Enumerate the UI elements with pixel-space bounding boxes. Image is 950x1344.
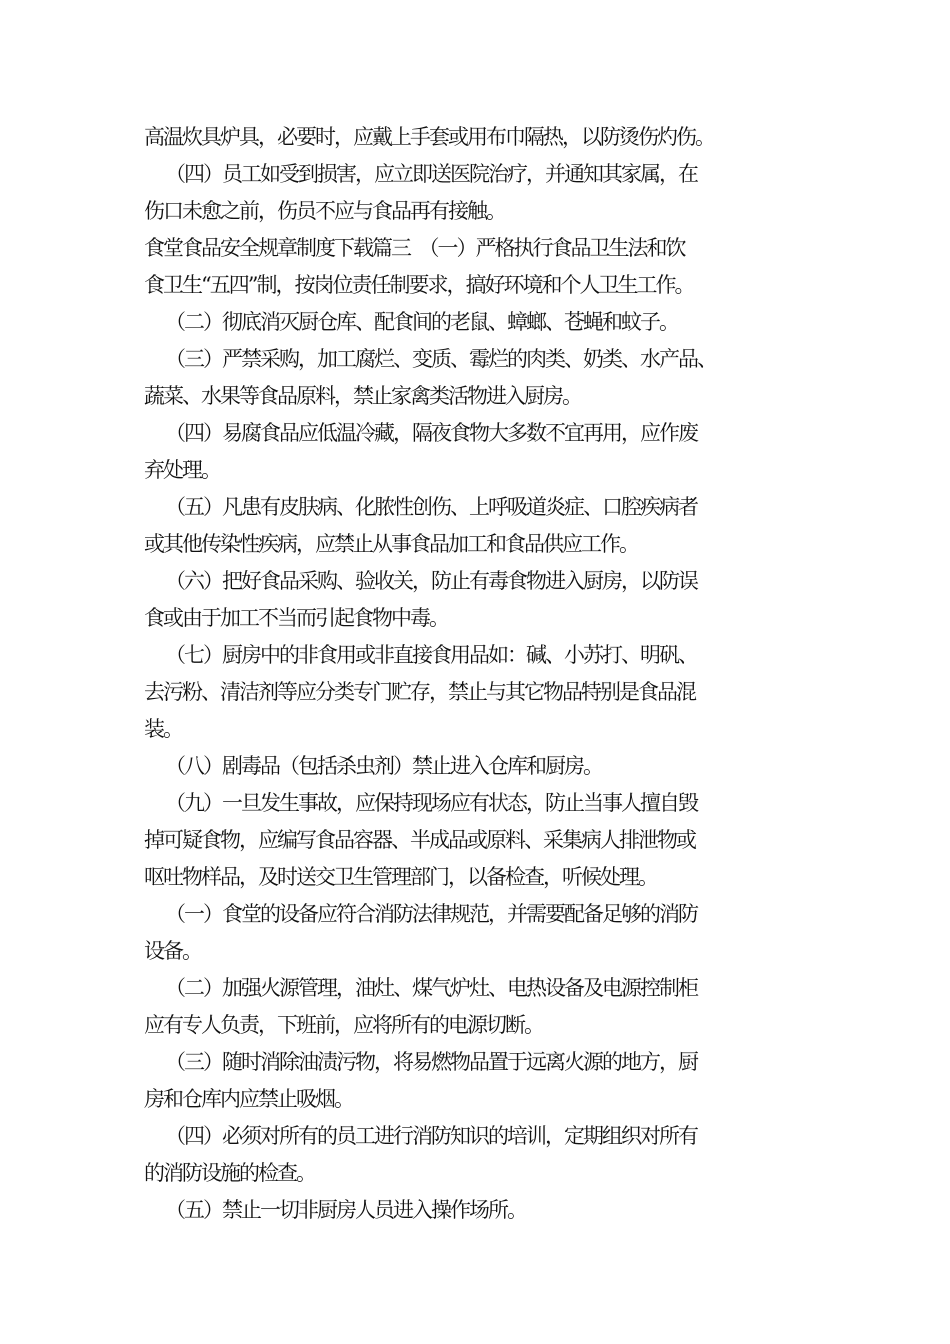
text-line: 食堂食品安全规章制度下载篇三 （一）严格执行食品卫生法和饮 [144, 236, 685, 260]
text-line: （一）食堂的设备应符合消防法律规范，并需要配备足够的消防 [165, 902, 697, 926]
text-line: 去污粉、清洁剂等应分类专门贮存，禁止与其它物品特别是食品混 [144, 680, 695, 704]
text-line: 蔬菜、水果等食品原料，禁止家禽类活物进入厨房。 [144, 384, 581, 408]
text-line: （二）加强火源管理，油灶、煤气炉灶、电热设备及电源控制柜 [165, 976, 697, 1000]
text-line: （六）把好食品采购、验收关，防止有毒食物进入厨房，以防误 [165, 569, 697, 593]
text-line: 高温炊具炉具，必要时，应戴上手套或用布巾隔热，以防烫伤灼伤。 [144, 125, 714, 149]
text-line: （四）必须对所有的员工进行消防知识的培训，定期组织对所有 [165, 1124, 697, 1148]
text-line: 食或由于加工不当而引起食物中毒。 [144, 606, 448, 630]
text-line: （七）厨房中的非食用或非直接食用品如：碱、小苏打、明矾、 [165, 643, 697, 667]
text-line: 装。 [144, 717, 182, 741]
text-line: （二）彻底消灭厨仓库、配食间的老鼠、蟑螂、苍蝇和蚊子。 [165, 310, 678, 334]
text-line: 应有专人负责，下班前，应将所有的电源切断。 [144, 1013, 543, 1037]
text-line: 房和仓库内应禁止吸烟。 [144, 1087, 353, 1111]
text-line: 或其他传染性疾病，应禁止从事食品加工和食品供应工作。 [144, 532, 638, 556]
text-line: （五）禁止一切非厨房人员进入操作场所。 [165, 1198, 526, 1222]
text-line: （三）随时消除油渍污物，将易燃物品置于远离火源的地方，厨 [165, 1050, 697, 1074]
text-line: （八）剧毒品（包括杀虫剂）禁止进入仓库和厨房。 [165, 754, 602, 778]
text-line: （四）易腐食品应低温冷藏，隔夜食物大多数不宜再用，应作废 [165, 421, 697, 445]
text-line: （三）严禁采购，加工腐烂、变质、霉烂的肉类、奶类、水产品、 [165, 347, 716, 371]
text-line: 掉可疑食物，应编写食品容器、半成品或原料、采集病人排泄物或 [144, 828, 695, 852]
text-line: 食卫生“五四”制，按岗位责任制要求，搞好环境和个人卫生工作。 [144, 273, 694, 297]
text-line: 设备。 [144, 939, 201, 963]
text-line: 的消防设施的检查。 [144, 1161, 315, 1185]
text-line: （九）一旦发生事故，应保持现场应有状态，防止当事人擅自毁 [165, 791, 697, 815]
text-line: （四）员工如受到损害，应立即送医院治疗，并通知其家属，在 [165, 162, 697, 186]
text-line: （五）凡患有皮肤病、化脓性创伤、上呼吸道炎症、口腔疾病者 [165, 495, 697, 519]
text-line: 呕吐物样品，及时送交卫生管理部门，以备检查，听候处理。 [144, 865, 657, 889]
text-line: 弃处理。 [144, 458, 220, 482]
text-line: 伤口未愈之前，伤员不应与食品再有接触。 [144, 199, 505, 223]
